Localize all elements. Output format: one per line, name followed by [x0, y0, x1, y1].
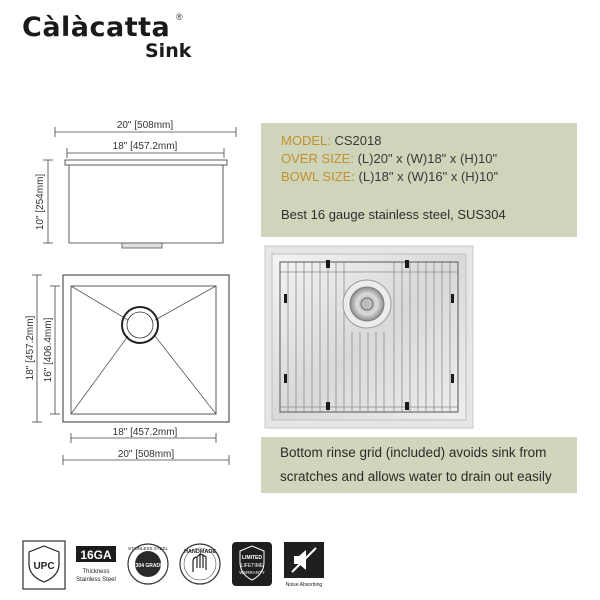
noise-absorbing-badge: [282, 540, 326, 590]
spec-bowl: [281, 169, 498, 184]
side-depth-label: 10" [254mm]: [35, 173, 46, 231]
top-inner-width-label: 18" [457.2mm]: [112, 427, 178, 438]
grid-caption-line2: scratches and allows water to drain out easily: [280, 469, 552, 484]
gauge-badge: [74, 540, 118, 590]
spec-oversize: [281, 151, 497, 166]
upc-label: UPC: [33, 561, 55, 572]
side-inner-width-label: 18" [457.2mm]: [112, 141, 178, 152]
warranty-top-label: LIMITED: [242, 555, 262, 561]
spec-model: [281, 133, 381, 148]
oversize-value: (L)20" x (W)18" x (H)10": [357, 151, 498, 166]
top-outer-width-label: 20" [508mm]: [117, 449, 175, 460]
warranty-mid-label: LIFETIME: [240, 563, 264, 569]
handmade-badge: [178, 540, 222, 590]
sink-photo: [262, 242, 476, 432]
registered-mark: ®: [176, 12, 183, 22]
steel-bottom-label: T304 GRADE: [132, 563, 164, 569]
side-outer-width-label: 20" [508mm]: [116, 120, 174, 131]
warranty-badge: [230, 540, 274, 590]
oversize-label: OVER SIZE:: [281, 151, 354, 166]
model-value: CS2018: [334, 133, 382, 148]
stainless-steel-badge: [126, 540, 170, 590]
technical-drawing: [0, 0, 260, 470]
gauge-sub2: Stainless Steel: [76, 577, 116, 583]
bowl-value: (L)18" x (W)16" x (H)10": [358, 169, 499, 184]
gauge-sub1: Thickness: [82, 569, 110, 575]
top-inner-height-label: 16" [406.4mm]: [43, 317, 54, 383]
grid-caption-panel: [261, 437, 577, 493]
brand-subtitle: Sink: [145, 40, 192, 62]
upc-cert-icon: [22, 540, 66, 590]
grid-caption-line1: Bottom rinse grid (included) avoids sink from: [280, 445, 547, 460]
gauge-label: 16GA: [80, 548, 112, 562]
steel-top-label: STAINLESS STEEL: [128, 546, 168, 551]
spec-panel: [261, 123, 577, 237]
warranty-bottom-label: WARRANTY: [239, 570, 265, 575]
material-note: Best 16 gauge stainless steel, SUS304: [281, 207, 506, 222]
brand-name: Càlàcatta: [22, 12, 171, 43]
bowl-label: BOWL SIZE:: [281, 169, 355, 184]
model-label: MODEL:: [281, 133, 331, 148]
noise-label: Noise Absorbing: [285, 582, 323, 588]
top-outer-height-label: 18" [457.2mm]: [25, 315, 36, 381]
handmade-label: HANDMADE: [183, 549, 217, 555]
